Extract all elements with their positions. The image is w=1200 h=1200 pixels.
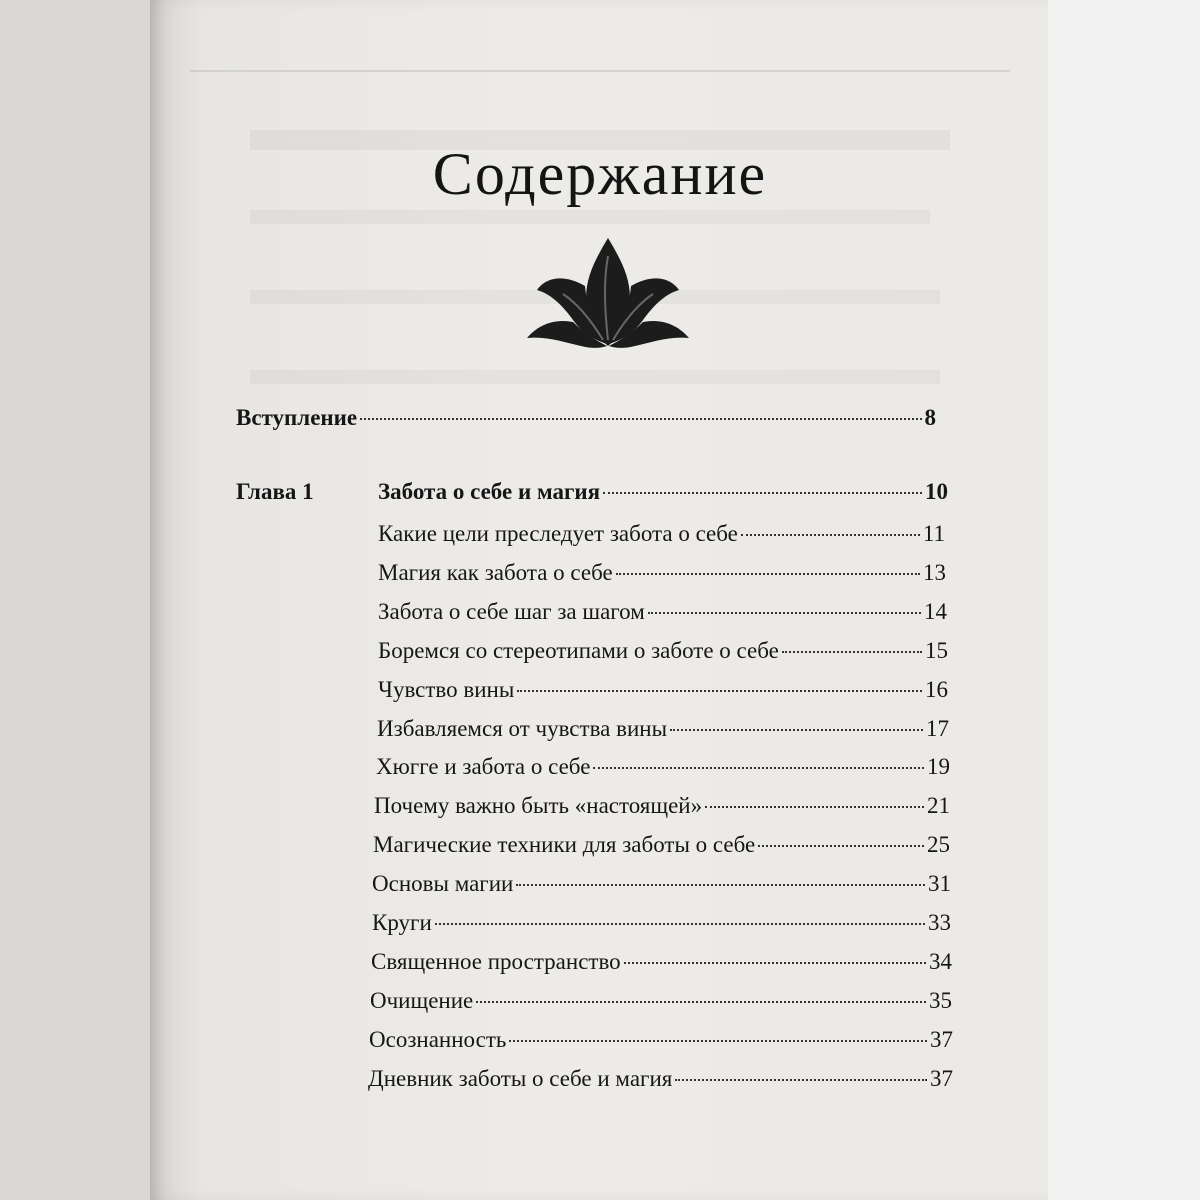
toc-entry-page: 37: [930, 1065, 953, 1091]
toc-intro-row[interactable]: [236, 403, 936, 433]
toc-entry-row[interactable]: [378, 519, 945, 549]
toc-entry-row[interactable]: [371, 947, 952, 977]
dot-leader: [782, 651, 922, 653]
dot-leader: [648, 612, 921, 614]
toc-entry-page: 31: [928, 871, 951, 897]
toc-entry-title: Дневник заботы о себе и магия: [368, 1065, 673, 1091]
toc-entry-row[interactable]: [372, 869, 951, 899]
toc-entry-page: 13: [923, 559, 946, 585]
toc-entry-page: 19: [927, 754, 950, 780]
toc-entry-title: Магия как забота о себе: [378, 559, 613, 585]
chapter-title: Забота о себе и магия: [378, 479, 601, 504]
dot-leader: [517, 690, 922, 692]
toc-entry-page: 33: [928, 910, 951, 935]
dot-leader: [509, 1040, 927, 1042]
toc-entry-title: Чувство вины: [378, 676, 515, 702]
toc-entry-page: 17: [926, 715, 949, 741]
dot-leader: [670, 729, 923, 731]
bleed-through-text: [190, 70, 1010, 72]
dot-leader: [675, 1079, 927, 1081]
toc-entry-title: Магические техники для заботы о себе: [373, 832, 756, 858]
dot-leader: [741, 534, 920, 536]
dot-leader: [705, 806, 924, 808]
bleed-through-text: [250, 370, 940, 384]
toc-entry-title: Боремся со стереотипами о заботе о себе: [378, 637, 779, 663]
toc-entry-page: 35: [929, 987, 952, 1013]
chapter-label: Глава 1: [236, 479, 314, 504]
toc-entry-row[interactable]: [373, 830, 950, 860]
toc-chapter-row[interactable]: [378, 477, 948, 507]
toc-entry-row[interactable]: [378, 597, 947, 627]
dot-leader: [758, 845, 924, 847]
toc-entry-title: Основы магии: [372, 871, 514, 897]
toc-entry-page: 11: [922, 521, 945, 546]
dot-leader: [435, 923, 925, 925]
dot-leader: [476, 1001, 926, 1003]
toc-intro-page: 8: [924, 405, 936, 430]
toc-entry-page: 14: [924, 598, 947, 624]
page-title: Содержание: [432, 141, 768, 207]
toc-entry-row[interactable]: [378, 558, 946, 588]
toc-entry-title: Осознанность: [369, 1026, 507, 1052]
toc-entry-row[interactable]: [369, 1025, 953, 1055]
dot-leader: [603, 492, 922, 494]
toc-entry-row[interactable]: [378, 675, 948, 705]
toc-entry-row[interactable]: [370, 986, 952, 1016]
toc-entry-title: Хюгге и забота о себе: [376, 754, 591, 780]
toc-entry-row[interactable]: [372, 908, 951, 938]
dot-leader: [593, 767, 924, 769]
toc-entry-title: Круги: [372, 910, 432, 935]
toc-entry-title: Священное пространство: [371, 948, 621, 974]
toc-intro-label: Вступление: [236, 405, 358, 430]
dot-leader: [360, 418, 921, 420]
toc-entry-row[interactable]: [376, 752, 950, 782]
dot-leader: [624, 962, 926, 964]
toc-entry-title: Очищение: [370, 987, 474, 1013]
toc-entry-row[interactable]: [378, 636, 948, 666]
toc-entry-page: 16: [925, 676, 948, 702]
toc-entry-title: Избавляемся от чувства вины: [377, 715, 668, 741]
toc-entry-title: Забота о себе шаг за шагом: [378, 598, 645, 624]
toc-entry-title: Почему важно быть «настоящей»: [374, 793, 703, 819]
dot-leader: [616, 573, 920, 575]
toc-entry-page: 37: [930, 1026, 953, 1052]
toc-entry-page: 21: [927, 793, 950, 819]
toc-entry-page: 34: [929, 948, 952, 974]
bleed-through-text: [250, 210, 930, 224]
toc-entry-row[interactable]: [377, 714, 949, 744]
toc-entry-title: Какие цели преследует забота о себе: [378, 521, 738, 546]
toc-entry-page: 15: [925, 637, 948, 663]
chapter-page: 10: [925, 479, 948, 504]
toc-entry-row[interactable]: [374, 791, 950, 821]
toc-entry-row[interactable]: [368, 1064, 953, 1094]
toc-entry-page: 25: [927, 832, 950, 858]
leaf-ornament-icon: [523, 228, 693, 360]
dot-leader: [516, 884, 925, 886]
